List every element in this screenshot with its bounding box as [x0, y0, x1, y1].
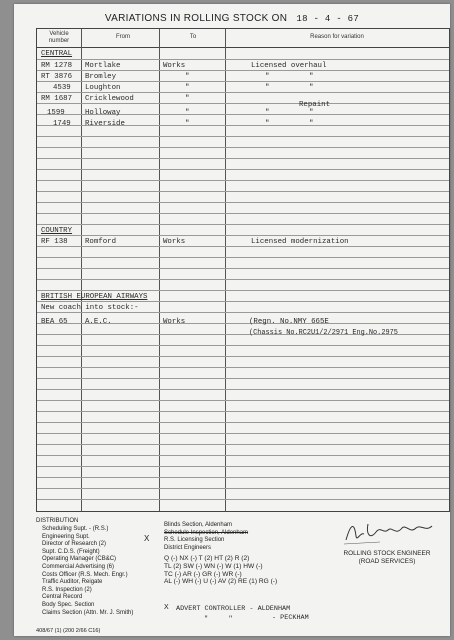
variations-table [36, 28, 450, 512]
title-text: VARIATIONS IN ROLLING STOCK ON [104, 13, 288, 24]
distribution-item: AL (-) WH (-) U (-) AV (2) RE (1) RG (-) [164, 578, 278, 586]
row-reason: Licensed modernization [251, 238, 349, 246]
distribution-item: District Engineers [164, 544, 212, 551]
distribution-item: Schedule Inspection, Aldenham [164, 529, 249, 536]
x-mark-advert: X [164, 604, 169, 611]
row-to: Works [163, 238, 186, 246]
row-reason: (Regn. No.NMY 665E [249, 318, 329, 326]
column-divider [225, 29, 226, 511]
row-reason: " [265, 73, 270, 81]
column-header-vehicle: Vehicle number [48, 31, 70, 44]
section-country: COUNTRY [41, 227, 73, 235]
distribution-item: Central Record [42, 594, 83, 601]
row-vehicle: 4539 [53, 84, 71, 92]
stamp-title: ROLLING STOCK ENGINEER [343, 550, 431, 557]
row-reason-ditto: " [309, 84, 314, 92]
distribution-item: Director of Research (2) [42, 541, 107, 548]
row-vehicle: RT 3876 [41, 73, 73, 81]
row-vehicle: 1599 [47, 109, 65, 117]
distribution-item: Traffic Auditor, Reigate [42, 579, 103, 586]
typed-distribution-2: - PECKHAM [272, 614, 309, 622]
row-reason-line2: (Chassis No.RC2U1/2/2971 Eng.No.2975 [249, 329, 398, 337]
distribution-item: Scheduling Supt. - (R.S.) [42, 526, 109, 532]
row-reason: " [265, 120, 270, 128]
typed-distribution-1: ADVERT CONTROLLER - ALDENHAM [176, 605, 291, 613]
header-divider [37, 47, 449, 48]
document-page [14, 4, 450, 636]
row-to: " [185, 95, 190, 103]
distribution-item: Claims Section (Attn. Mr. J. Smith) [42, 609, 134, 616]
column-divider [159, 29, 160, 511]
row-from: Mortlake [85, 62, 121, 70]
distribution-item: Commercial Advertising (6) [42, 563, 115, 570]
row-reason-ditto: " [309, 120, 314, 128]
row-from: Cricklewood [85, 95, 134, 103]
row-to: Works [163, 62, 186, 70]
row-to: " [185, 84, 190, 92]
engineer-stamp [332, 550, 442, 566]
distribution-heading: DISTRIBUTION [36, 518, 79, 524]
bea-note: New coach into stock:- [41, 304, 139, 312]
row-reason: " [265, 109, 270, 117]
row-from: Romford [85, 238, 117, 246]
row-vehicle: RF 138 [41, 238, 68, 246]
stamp-subtitle: (ROAD SERVICES) [358, 558, 416, 565]
distribution-item: R.S. Licensing Section [164, 537, 225, 544]
handwritten-signature [340, 514, 436, 548]
distribution-item: Q (-) NX (-) T (2) HT (2) R (2) [164, 555, 250, 563]
row-reason: Repaint [299, 101, 331, 109]
distribution-item: Supt. C.D.S. (Freight) [42, 548, 100, 555]
column-header-reason: Reason for variation [310, 34, 364, 40]
row-from: Bromley [85, 73, 117, 81]
section-bea: BRITISH EUROPEAN AIRWAYS [41, 293, 148, 301]
distribution-item: TC (-) AR (-) GR (-) WR (-) [164, 570, 242, 578]
section-central: CENTRAL [41, 50, 73, 58]
row-from: Loughton [85, 84, 121, 92]
row-vehicle: RM 1687 [41, 95, 73, 103]
row-to: Works [163, 318, 186, 326]
x-mark: X [144, 534, 150, 543]
row-reason: " [265, 84, 270, 92]
row-reason: Licensed overhaul [251, 62, 327, 70]
distribution-item: Engineering Supt. [42, 533, 90, 540]
row-to: " [185, 109, 190, 117]
row-from: Riverside [85, 120, 125, 128]
row-to: " [185, 73, 190, 81]
column-header-from: From [116, 34, 130, 40]
distribution-item: Body Spec. Section [42, 601, 95, 608]
column-header-to: To [189, 34, 197, 40]
distribution-item: TL (2) SW (-) WN (-) W (1) HW (-) [164, 562, 263, 570]
page-title [14, 13, 450, 24]
row-vehicle: RM 1278 [41, 62, 73, 70]
distribution-left-list [42, 526, 133, 617]
form-number: 408/67 (1) (200 2/66 C16) [36, 628, 101, 634]
report-date: 18 - 4 - 67 [296, 14, 360, 24]
row-from: A.E.C. [85, 318, 112, 326]
distribution-right-list [164, 522, 277, 586]
distribution-item: Operating Manager (CB&C) [42, 556, 117, 563]
ditto-marks: " " [204, 615, 233, 623]
row-reason-ditto: " [309, 73, 314, 81]
distribution-item: Blinds Section, Aldenham [164, 522, 233, 528]
row-vehicle: BEA 65 [41, 318, 68, 326]
distribution-item: Costs Officer (R.S. Mech. Engr.) [42, 571, 128, 578]
row-reason-ditto: " [309, 109, 314, 117]
distribution-item: R.S. Inspection (2) [42, 586, 92, 593]
row-vehicle: 1749 [53, 120, 71, 128]
row-to: " [185, 120, 190, 128]
column-divider [81, 29, 82, 511]
row-from: Holloway [85, 109, 121, 117]
